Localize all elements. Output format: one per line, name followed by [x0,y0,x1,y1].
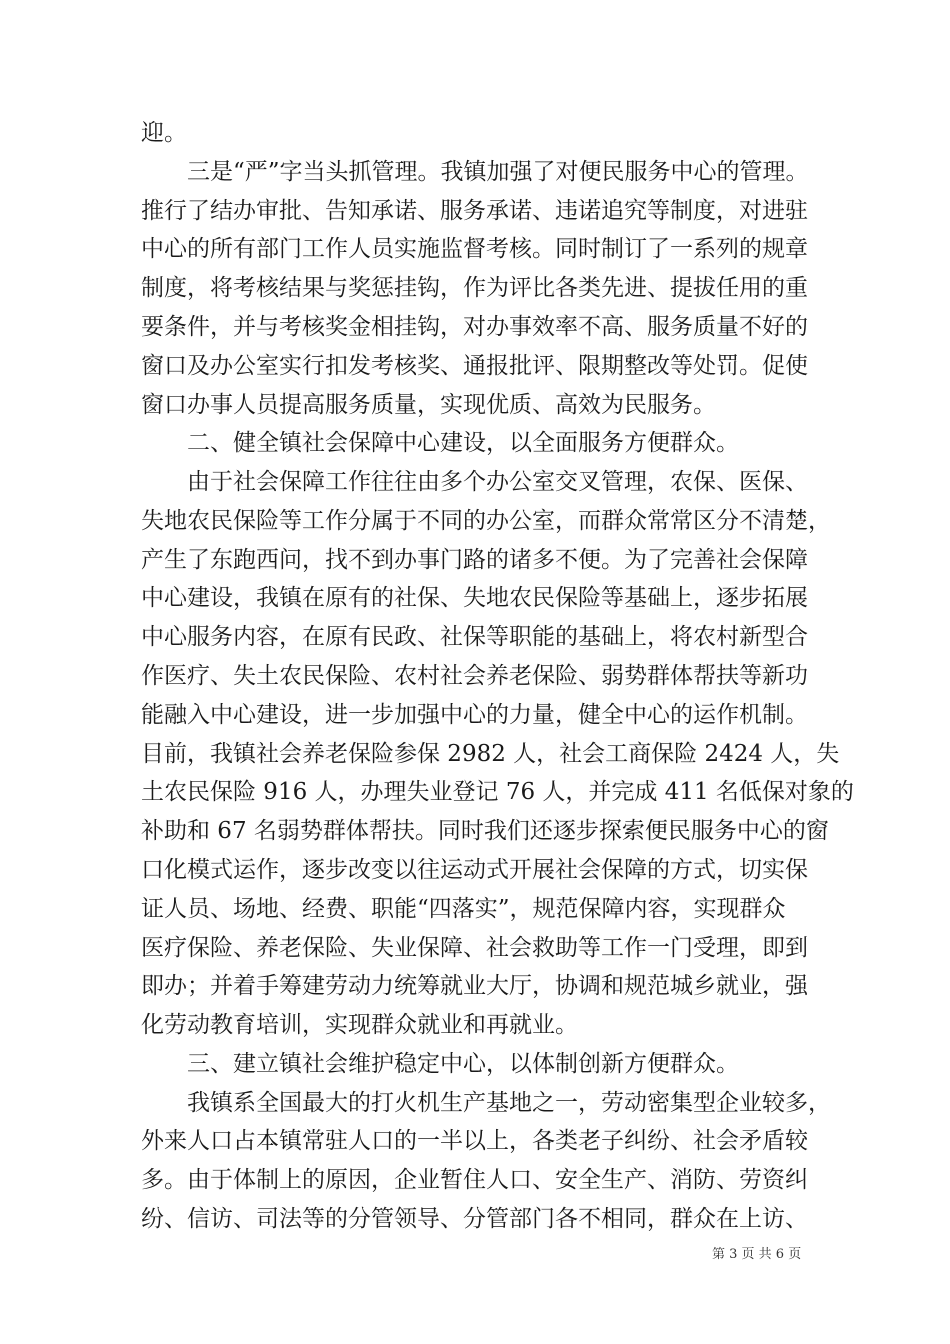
text-line: 迎。 [141,120,187,146]
text-line: 中心服务内容，在原有民政、社保等职能的基础上，将农村新型合 [141,624,808,651]
text-line: 我镇系全国最大的打火机生产基地之一，劳动密集型企业较多， [187,1089,831,1116]
text-line: 目前，我镇社会养老保险参保 2982 人，社会工商保险 2424 人，失 [141,740,840,767]
text-line: 多。由于体制上的原因，企业暂住人口、安全生产、消防、劳资纠 [141,1167,808,1194]
text-line: 制度，将考核结果与奖惩挂钩，作为评比各类先进、提拔任用的重 [141,275,808,302]
text-line: 中心的所有部门工作人员实施监督考核。同时制订了一系列的规章 [141,236,808,263]
text-line: 三是“严”字当头抓管理。我镇加强了对便民服务中心的管理。 [187,158,809,185]
text-line: 补助和 67 名弱势群体帮扶。同时我们还逐步探索便民服务中心的窗 [141,818,829,845]
text-line: 土农民保险 916 人，办理失业登记 76 人，并完成 411 名低保对象的 [141,779,854,806]
text-line: 能融入中心建设，进一步加强中心的力量，健全中心的运作机制。 [141,701,808,728]
text-line: 中心建设，我镇在原有的社保、失地农民保险等基础上，逐步拓展 [141,585,808,612]
section-heading: 二、健全镇社会保障中心建设，以全面服务方便群众。 [187,430,739,457]
text-line: 化劳动教育培训，实现群众就业和再就业。 [141,1012,578,1039]
text-line: 推行了结办审批、告知承诺、服务承诺、违诺追究等制度，对进驻 [141,197,808,224]
text-line: 医疗保险、养老保险、失业保障、社会救助等工作一门受理，即到 [141,934,808,961]
text-line: 失地农民保险等工作分属于不同的办公室，而群众常常区分不清楚， [141,507,831,534]
text-line: 要条件，并与考核奖金相挂钩，对办事效率不高、服务质量不好的 [141,313,808,340]
page-number: 第 3 页 共 6 页 [712,1247,802,1262]
text-line: 证人员、场地、经费、职能“四落实”，规范保障内容，实现群众 [141,895,786,922]
text-line: 口化模式运作，逐步改变以往运动式开展社会保障的方式，切实保 [141,856,808,883]
text-line: 外来人口占本镇常驻人口的一半以上，各类老子纠纷、社会矛盾较 [141,1128,808,1155]
section-heading: 三、建立镇社会维护稳定中心，以体制创新方便群众。 [187,1050,739,1077]
text-line: 窗口及办公室实行扣发考核奖、通报批评、限期整改等处罚。促使 [141,352,808,379]
text-line: 产生了东跑西问，找不到办事门路的诸多不便。为了完善社会保障 [141,546,808,573]
text-line: 即办；并着手筹建劳动力统筹就业大厅，协调和规范城乡就业，强 [141,973,808,1000]
text-line: 作医疗、失土农民保险、农村社会养老保险、弱势群体帮扶等新功 [141,663,808,689]
text-line: 由于社会保障工作往往由多个办公室交叉管理，农保、医保、 [187,469,808,496]
text-line: 纷、信访、司法等的分管领导、分管部门各不相同，群众在上访、 [141,1206,808,1232]
text-line: 窗口办事人员提高服务质量，实现优质、高效为民服务。 [141,391,716,418]
